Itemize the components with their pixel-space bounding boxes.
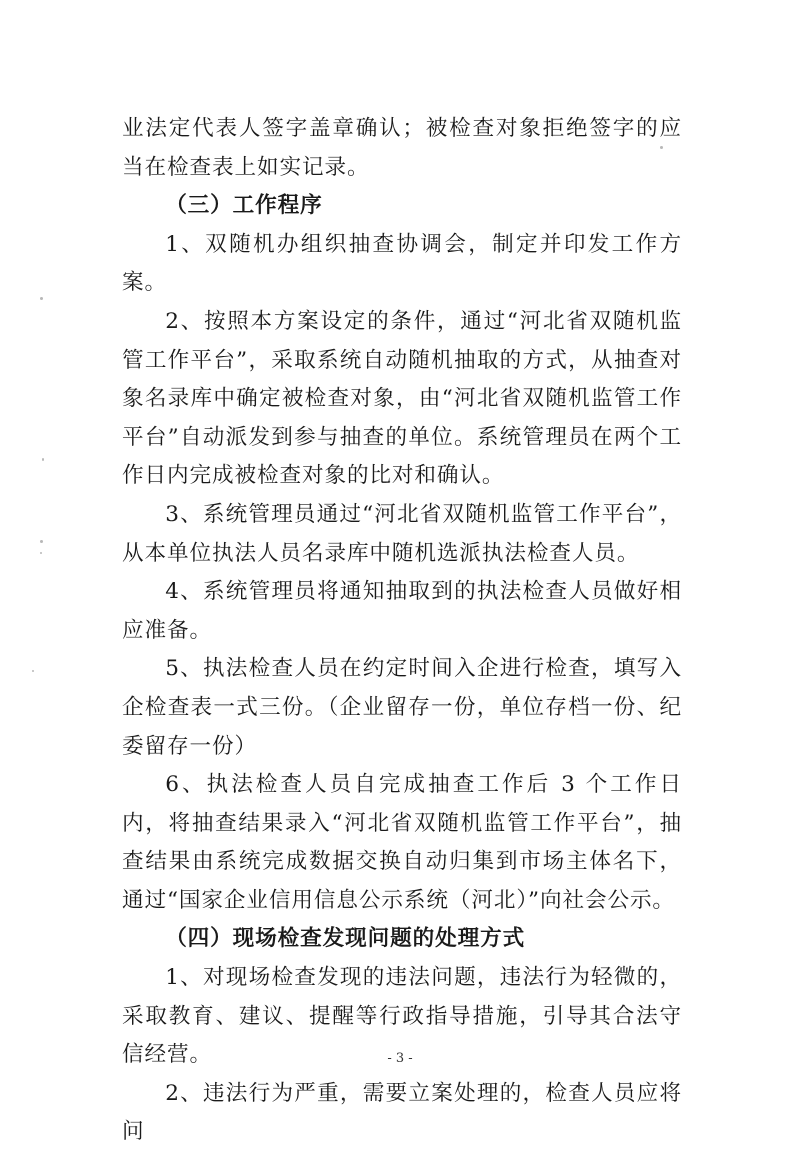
paragraph-continuation: 业法定代表人签字盖章确认；被检查对象拒绝签字的应当在检查表上如实记录。 [122, 116, 682, 180]
document-body [122, 110, 682, 1152]
paragraph-step-2: 2、按照本方案设定的条件，通过“河北省双随机监管工作平台”，采取系统自动随机抽取的方式，从抽查对象名录库中确定被检查对象，由“河北省双随机监管工作平台”自动派发到参与抽查的单位。系统管理员在两个工作日内完成被检查对象的比对和确认。 [122, 308, 682, 489]
page-number: - 3 - [387, 1051, 413, 1066]
scan-speck [42, 458, 44, 461]
paragraph-handling-1: 1、对现场检查发现的违法问题，违法行为轻微的，采取教育、建议、提醒等行政指导措施，引导其合法守信经营。 [122, 965, 682, 1068]
section-heading-work-procedure: （三）工作程序 [165, 193, 323, 219]
paragraph-step-1: 1、双随机办组织抽查协调会，制定并印发工作方案。 [122, 231, 682, 296]
paragraph-step-5: 5、执法检查人员在约定时间入企进行检查，填写入企检查表一式三份。（企业留存一份，单位存档一份、纪委留存一份） [122, 656, 682, 759]
paragraph-step-6: 6、执法检查人员自完成抽查工作后 3 个工作日内，将抽查结果录入“河北省双随机监管工作平台”，抽查结果由系统完成数据交换自动归集到市场主体名下，通过“国家企业信用信息公示系统（河北）”向社会公示。 [122, 772, 682, 913]
scan-speck [40, 552, 42, 554]
scan-speck [40, 297, 43, 300]
section-heading-problem-handling: （四）现场检查发现问题的处理方式 [165, 926, 526, 952]
scan-speck [40, 540, 43, 543]
scan-speck [32, 670, 34, 672]
paragraph-step-3: 3、系统管理员通过“河北省双随机监管工作平台”，从本单位执法人员名录库中随机选派执法检查人员。 [122, 501, 682, 566]
paragraph-step-4: 4、系统管理员将通知抽取到的执法检查人员做好相应准备。 [122, 579, 682, 643]
paragraph-handling-2: 2、违法行为严重，需要立案处理的，检查人员应将问 [122, 1080, 682, 1145]
